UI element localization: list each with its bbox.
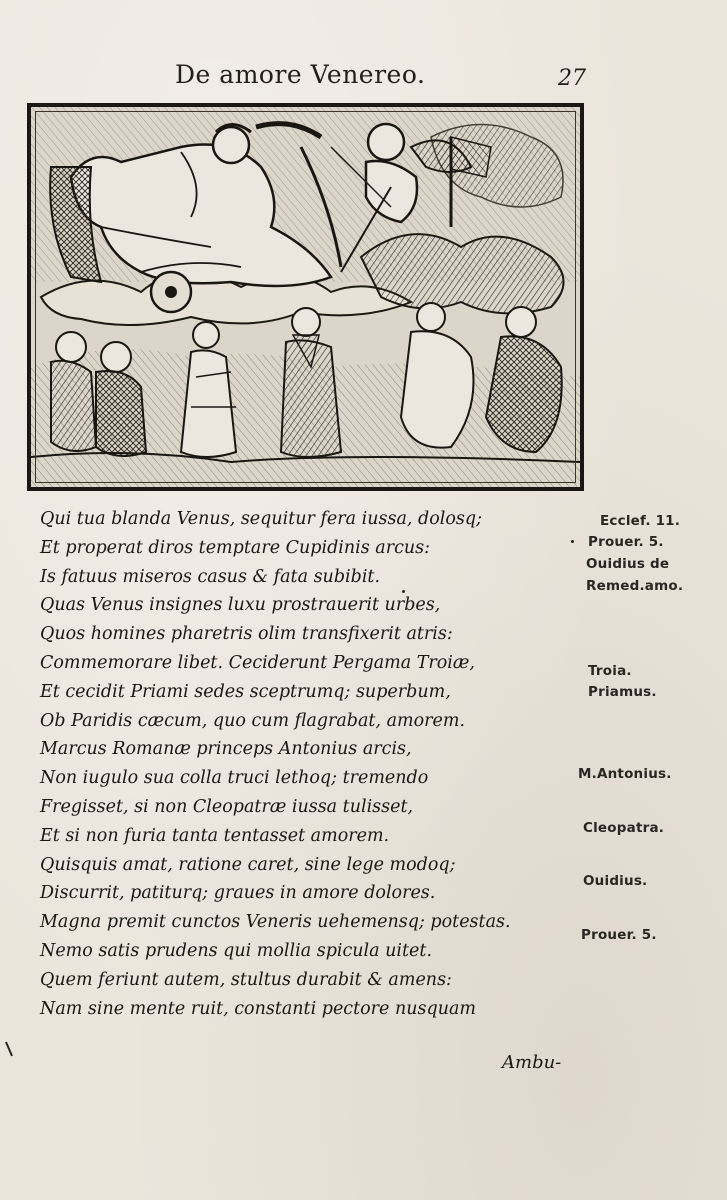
- verse-line: Marcus Romanæ princeps Antonius arcis,: [40, 739, 412, 760]
- verse-line: Et cecidit Priami sedes sceptrumq; superbum,: [40, 681, 451, 702]
- verse-line: Commemorare libet. Ceciderunt Pergama Troiæ,: [40, 652, 475, 673]
- page-number: 27: [558, 66, 586, 91]
- venus-cupid-woodcut-icon: [31, 107, 580, 487]
- marginal-note: Prouer. 5.: [588, 534, 664, 550]
- verse-line: Et properat diros temptare Cupidinis arcus:: [40, 537, 431, 558]
- verse-line: Qui tua blanda Venus, sequitur fera iussa, dolosq;: [40, 509, 482, 529]
- verse-line: Discurrit, patiturq; graues in amore dolores.: [40, 883, 436, 904]
- edge-ink-mark-icon: [4, 1040, 14, 1058]
- ink-speck: [571, 540, 574, 543]
- woodcut-illustration: [27, 103, 584, 491]
- verse-line: Ob Paridis cæcum, quo cum flagrabat, amorem.: [40, 710, 466, 731]
- verse-line: Non iugulo sua colla truci lethoq; tremendo: [40, 768, 429, 789]
- verse-line: Fregisset, si non Cleopatræ iussa tulisset,: [40, 796, 414, 817]
- verse-line: Nam sine mente ruit, constanti pectore nusquam: [40, 998, 476, 1019]
- catchword: Ambu-: [502, 1052, 562, 1073]
- running-header: De amore Venereo.: [175, 60, 426, 89]
- marginal-note: Prouer. 5.: [581, 927, 657, 943]
- marginal-note: Ecclef. 11.: [600, 513, 681, 529]
- verse-line: Quas Venus insignes luxu prostrauerit urbes,: [40, 595, 441, 616]
- verse-text: [40, 505, 560, 1023]
- marginal-note: Troia.: [588, 663, 632, 679]
- marginal-note: M.Antonius.: [578, 766, 672, 782]
- verse-line: Quos homines pharetris olim transfixerit atris:: [40, 624, 453, 645]
- ink-speck: [402, 590, 405, 593]
- verse-line: Is fatuus miseros casus & fata subibit.: [40, 566, 381, 587]
- verse-line: Quem feriunt autem, stultus durabit & amens:: [40, 969, 452, 990]
- verse-line: Quisquis amat, ratione caret, sine lege modoq;: [40, 854, 456, 875]
- verse-line: Nemo satis prudens qui mollia spicula uitet.: [40, 940, 433, 961]
- marginal-note: Remed.amo.: [586, 578, 684, 594]
- marginal-note: Priamus.: [588, 684, 657, 700]
- marginal-note: Ouidius.: [583, 873, 648, 889]
- verse-line: Magna premit cunctos Veneris uehemensq; potestas.: [40, 912, 511, 933]
- marginal-note: Cleopatra.: [583, 820, 665, 836]
- verse-line: Et si non furia tanta tentasset amorem.: [40, 825, 390, 846]
- marginal-note: Ouidius de: [586, 556, 670, 572]
